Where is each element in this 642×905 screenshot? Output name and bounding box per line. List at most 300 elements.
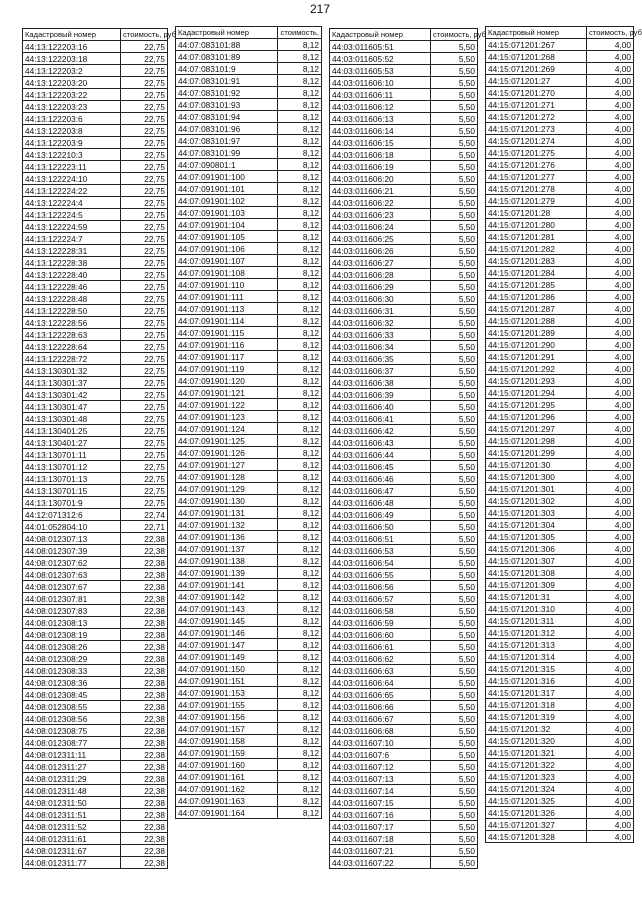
cost-cell: 4,00 (587, 351, 634, 363)
table-row (176, 315, 322, 327)
cost-cell: 8,12 (278, 75, 322, 87)
table-row (176, 783, 322, 795)
table-row (23, 797, 168, 809)
table-row (486, 423, 634, 435)
cost-cell: 22,75 (121, 473, 168, 485)
table-row (486, 435, 634, 447)
cadastral-number-cell: 44:03:011606:11 (330, 89, 431, 101)
cost-cell: 5,50 (431, 845, 478, 857)
cost-cell: 22,38 (121, 557, 168, 569)
table-row (330, 257, 478, 269)
cost-cell: 22,38 (121, 857, 168, 869)
cost-cell: 5,50 (431, 437, 478, 449)
table-row (176, 519, 322, 531)
cadastral-number-cell: 44:08:012307:13 (23, 533, 121, 545)
cost-cell: 4,00 (587, 747, 634, 759)
cadastral-number-cell: 44:07:091901:123 (176, 411, 278, 423)
cadastral-table-3 (329, 28, 486, 869)
table-row (330, 797, 478, 809)
table-row (486, 579, 634, 591)
cost-cell: 8,12 (278, 747, 322, 759)
cost-cell: 5,50 (431, 809, 478, 821)
cost-cell: 5,50 (431, 605, 478, 617)
cost-cell: 22,38 (121, 545, 168, 557)
cadastral-number-cell: 44:13:130401:27 (23, 437, 121, 449)
cadastral-number-cell: 44:15:071201:277 (486, 171, 587, 183)
cadastral-number-cell: 44:13:122203:16 (23, 41, 121, 53)
cost-cell: 22,75 (121, 113, 168, 125)
cost-cell: 22,75 (121, 101, 168, 113)
cadastral-number-cell: 44:15:071201:27 (486, 75, 587, 87)
cadastral-number-cell: 44:03:011606:22 (330, 197, 431, 209)
cadastral-number-cell: 44:07:091901:125 (176, 435, 278, 447)
cadastral-number-cell: 44:03:011606:37 (330, 365, 431, 377)
cadastral-number-cell: 44:03:011606:29 (330, 281, 431, 293)
table-row (23, 353, 168, 365)
table-row (176, 531, 322, 543)
cadastral-number-cell: 44:15:071201:311 (486, 615, 587, 627)
table-row (330, 677, 478, 689)
cost-cell: 8,12 (278, 771, 322, 783)
table-row (486, 735, 634, 747)
table-row (330, 89, 478, 101)
cost-cell: 22,75 (121, 497, 168, 509)
table-row (176, 255, 322, 267)
cost-cell: 22,75 (121, 233, 168, 245)
cadastral-number-cell: 44:15:071201:292 (486, 363, 587, 375)
cadastral-number-cell: 44:13:130701:9 (23, 497, 121, 509)
cost-cell: 4,00 (587, 759, 634, 771)
table-row (23, 53, 168, 65)
cadastral-table-2 (175, 26, 322, 819)
table-row (330, 41, 478, 53)
table-header-row (486, 27, 634, 39)
table-row (176, 591, 322, 603)
cost-cell: 8,12 (278, 87, 322, 99)
cadastral-number-cell: 44:07:091901:100 (176, 171, 278, 183)
cadastral-number-cell: 44:03:011606:20 (330, 173, 431, 185)
cadastral-number-cell: 44:15:071201:321 (486, 747, 587, 759)
cost-cell: 22,38 (121, 809, 168, 821)
cadastral-number-cell: 44:07:091901:126 (176, 447, 278, 459)
cadastral-number-cell: 44:08:012311:48 (23, 785, 121, 797)
cadastral-number-cell: 44:03:011606:51 (330, 533, 431, 545)
cost-cell: 8,12 (278, 231, 322, 243)
cadastral-number-cell: 44:07:091901:153 (176, 687, 278, 699)
cadastral-number-cell: 44:08:012308:19 (23, 629, 121, 641)
cadastral-number-cell: 44:13:122228:72 (23, 353, 121, 365)
cadastral-number-cell: 44:07:091901:149 (176, 651, 278, 663)
cadastral-number-cell: 44:13:122203:18 (23, 53, 121, 65)
cost-cell: 22,38 (121, 773, 168, 785)
table-row (330, 833, 478, 845)
cost-cell: 5,50 (431, 101, 478, 113)
table-row (486, 543, 634, 555)
cost-cell: 5,50 (431, 185, 478, 197)
cadastral-number-cell: 44:07:091901:137 (176, 543, 278, 555)
table-row (486, 291, 634, 303)
cadastral-number-cell: 44:07:091901:103 (176, 207, 278, 219)
cadastral-number-cell: 44:15:071201:328 (486, 831, 587, 843)
table-row (23, 305, 168, 317)
cost-cell: 4,00 (587, 87, 634, 99)
cadastral-number-cell: 44:07:083101:97 (176, 135, 278, 147)
cadastral-number-cell: 44:08:012307:83 (23, 605, 121, 617)
table-row (176, 747, 322, 759)
cadastral-number-cell: 44:03:011606:44 (330, 449, 431, 461)
cost-cell: 22,38 (121, 593, 168, 605)
cost-cell: 5,50 (431, 173, 478, 185)
table-row (176, 219, 322, 231)
cost-cell: 8,12 (278, 447, 322, 459)
cadastral-number-cell: 44:03:011606:46 (330, 473, 431, 485)
cadastral-number-cell: 44:07:091901:121 (176, 387, 278, 399)
cost-cell: 5,50 (431, 353, 478, 365)
cost-cell: 4,00 (587, 375, 634, 387)
cadastral-number-cell: 44:07:083101:88 (176, 39, 278, 51)
cost-cell: 22,38 (121, 725, 168, 737)
table-row (486, 411, 634, 423)
cadastral-number-cell: 44:07:083101:91 (176, 75, 278, 87)
cadastral-number-cell: 44:15:071201:270 (486, 87, 587, 99)
cost-cell: 5,50 (431, 677, 478, 689)
cadastral-number-cell: 44:07:091901:108 (176, 267, 278, 279)
table-row (486, 123, 634, 135)
table-row (176, 63, 322, 75)
cost-cell: 4,00 (587, 207, 634, 219)
table-row (23, 725, 168, 737)
cadastral-number-cell: 44:03:011606:56 (330, 581, 431, 593)
table-row (330, 485, 478, 497)
cadastral-number-cell: 44:15:071201:327 (486, 819, 587, 831)
cost-cell: 5,50 (431, 413, 478, 425)
cost-cell: 22,75 (121, 341, 168, 353)
table-row (486, 363, 634, 375)
table-row (330, 809, 478, 821)
cadastral-number-cell: 44:03:011606:54 (330, 557, 431, 569)
table-row (176, 663, 322, 675)
table-row (330, 473, 478, 485)
table-row (176, 135, 322, 147)
cost-cell: 8,12 (278, 63, 322, 75)
table-row (176, 411, 322, 423)
cost-cell: 8,12 (278, 183, 322, 195)
cadastral-number-cell: 44:15:071201:290 (486, 339, 587, 351)
cadastral-number-cell: 44:07:091901:159 (176, 747, 278, 759)
cost-cell: 8,12 (278, 579, 322, 591)
cadastral-number-cell: 44:15:071201:285 (486, 279, 587, 291)
cost-cell: 8,12 (278, 759, 322, 771)
table-row (330, 773, 478, 785)
cost-cell: 5,50 (431, 77, 478, 89)
table-row (23, 341, 168, 353)
table-row (330, 629, 478, 641)
table-row (486, 63, 634, 75)
cost-cell: 22,75 (121, 65, 168, 77)
table-row (486, 207, 634, 219)
table-row (330, 689, 478, 701)
cadastral-number-cell: 44:03:011606:67 (330, 713, 431, 725)
table-row (330, 65, 478, 77)
cadastral-number-cell: 44:13:130301:37 (23, 377, 121, 389)
cost-cell: 5,50 (431, 773, 478, 785)
table-row (176, 615, 322, 627)
page-number: 217 (309, 2, 331, 16)
cadastral-number-cell: 44:07:091901:120 (176, 375, 278, 387)
cadastral-number-cell: 44:15:071201:312 (486, 627, 587, 639)
cost-cell: 22,38 (121, 641, 168, 653)
column-header-cost: стоимость, (278, 27, 322, 39)
table-row (486, 51, 634, 63)
cost-cell: 22,38 (121, 569, 168, 581)
cost-cell: 22,75 (121, 221, 168, 233)
cadastral-number-cell: 44:15:071201:282 (486, 243, 587, 255)
cadastral-number-cell: 44:07:091901:106 (176, 243, 278, 255)
cadastral-number-cell: 44:03:011607:22 (330, 857, 431, 869)
table-row (486, 87, 634, 99)
cost-cell: 22,75 (121, 305, 168, 317)
cadastral-number-cell: 44:15:071201:286 (486, 291, 587, 303)
cadastral-number-cell: 44:13:130701:13 (23, 473, 121, 485)
table-row (330, 749, 478, 761)
table-row (176, 651, 322, 663)
table-row (176, 99, 322, 111)
table-row (330, 197, 478, 209)
cadastral-number-cell: 44:15:071201:278 (486, 183, 587, 195)
cadastral-number-cell: 44:03:011606:27 (330, 257, 431, 269)
cadastral-number-cell: 44:03:011607:17 (330, 821, 431, 833)
table-row (176, 759, 322, 771)
cadastral-number-cell: 44:15:071201:283 (486, 255, 587, 267)
cadastral-number-cell: 44:07:091901:150 (176, 663, 278, 675)
table-row (176, 627, 322, 639)
table-row (176, 795, 322, 807)
cost-cell: 22,75 (121, 377, 168, 389)
table-row (486, 759, 634, 771)
table-row (330, 137, 478, 149)
cost-cell: 5,50 (431, 197, 478, 209)
cost-cell: 8,12 (278, 639, 322, 651)
table-row (486, 147, 634, 159)
cadastral-number-cell: 44:15:071201:274 (486, 135, 587, 147)
table-row (176, 735, 322, 747)
cadastral-table-1 (22, 28, 176, 869)
cost-cell: 4,00 (587, 459, 634, 471)
cost-cell: 4,00 (587, 663, 634, 675)
cadastral-number-cell: 44:08:012311:29 (23, 773, 121, 785)
cost-cell: 8,12 (278, 603, 322, 615)
table-row (486, 447, 634, 459)
cost-cell: 8,12 (278, 351, 322, 363)
cadastral-number-cell: 44:03:011606:12 (330, 101, 431, 113)
column-header-cost: стоимость, руб (431, 29, 478, 41)
cost-cell: 5,50 (431, 857, 478, 869)
cost-cell: 5,50 (431, 137, 478, 149)
cadastral-number-cell: 44:03:011607:10 (330, 737, 431, 749)
table-row (330, 269, 478, 281)
cost-cell: 8,12 (278, 519, 322, 531)
table-row (486, 615, 634, 627)
cost-cell: 8,12 (278, 567, 322, 579)
cost-cell: 8,12 (278, 711, 322, 723)
table-row (23, 653, 168, 665)
cadastral-number-cell: 44:03:011607:16 (330, 809, 431, 821)
cost-cell: 22,38 (121, 605, 168, 617)
cadastral-number-cell: 44:03:011606:55 (330, 569, 431, 581)
cadastral-number-cell: 44:15:071201:307 (486, 555, 587, 567)
cadastral-number-cell: 44:15:071201:314 (486, 651, 587, 663)
cost-cell: 5,50 (431, 509, 478, 521)
cadastral-number-cell: 44:13:122228:50 (23, 305, 121, 317)
table-row (486, 495, 634, 507)
cadastral-number-cell: 44:13:130401:25 (23, 425, 121, 437)
cost-cell: 4,00 (587, 135, 634, 147)
cadastral-number-cell: 44:03:011606:18 (330, 149, 431, 161)
table-row (486, 135, 634, 147)
table-row (176, 159, 322, 171)
cost-cell: 22,38 (121, 749, 168, 761)
cadastral-number-cell: 44:03:011605:53 (330, 65, 431, 77)
cadastral-number-cell: 44:13:122224:7 (23, 233, 121, 245)
table-row (176, 603, 322, 615)
table-row (486, 255, 634, 267)
cadastral-number-cell: 44:03:011606:10 (330, 77, 431, 89)
cadastral-number-cell: 44:07:083101:89 (176, 51, 278, 63)
table-row (23, 785, 168, 797)
cost-cell: 8,12 (278, 51, 322, 63)
table-row (23, 773, 168, 785)
table-row (23, 461, 168, 473)
cadastral-number-cell: 44:03:011606:14 (330, 125, 431, 137)
cadastral-number-cell: 44:15:071201:302 (486, 495, 587, 507)
table-row (23, 425, 168, 437)
table-row (486, 687, 634, 699)
cost-cell: 4,00 (587, 423, 634, 435)
cadastral-number-cell: 44:13:122203:20 (23, 77, 121, 89)
cost-cell: 5,50 (431, 89, 478, 101)
table-row (330, 437, 478, 449)
cost-cell: 8,12 (278, 411, 322, 423)
cost-cell: 22,38 (121, 845, 168, 857)
cost-cell: 8,12 (278, 591, 322, 603)
table-row (23, 293, 168, 305)
table-row (486, 747, 634, 759)
cadastral-number-cell: 44:13:122203:2 (23, 65, 121, 77)
table-row (23, 137, 168, 149)
cadastral-number-cell: 44:15:071201:322 (486, 759, 587, 771)
table-row (176, 447, 322, 459)
table-row (176, 507, 322, 519)
table-row (486, 819, 634, 831)
cadastral-number-cell: 44:03:011606:19 (330, 161, 431, 173)
cadastral-number-cell: 44:07:091901:147 (176, 639, 278, 651)
cost-cell: 22,75 (121, 485, 168, 497)
table-row (23, 245, 168, 257)
table-row (23, 845, 168, 857)
table-row (23, 269, 168, 281)
cost-cell: 5,50 (431, 401, 478, 413)
cost-cell: 22,75 (121, 149, 168, 161)
table-row (330, 581, 478, 593)
cost-cell: 4,00 (587, 831, 634, 843)
cost-cell: 4,00 (587, 567, 634, 579)
table-row (486, 603, 634, 615)
table-row (330, 533, 478, 545)
cadastral-number-cell: 44:15:071201:305 (486, 531, 587, 543)
table-row (330, 653, 478, 665)
cost-cell: 8,12 (278, 255, 322, 267)
cost-cell: 4,00 (587, 819, 634, 831)
cost-cell: 4,00 (587, 255, 634, 267)
table-row (176, 459, 322, 471)
cost-cell: 5,50 (431, 461, 478, 473)
cost-cell: 5,50 (431, 209, 478, 221)
cost-cell: 22,75 (121, 437, 168, 449)
table-row (23, 161, 168, 173)
cost-cell: 22,38 (121, 533, 168, 545)
cost-cell: 8,12 (278, 207, 322, 219)
cost-cell: 4,00 (587, 399, 634, 411)
cost-cell: 8,12 (278, 651, 322, 663)
table-row (330, 53, 478, 65)
cost-cell: 4,00 (587, 39, 634, 51)
table-row (23, 185, 168, 197)
cadastral-number-cell: 44:13:122228:48 (23, 293, 121, 305)
cost-cell: 5,50 (431, 449, 478, 461)
cadastral-number-cell: 44:03:011606:60 (330, 629, 431, 641)
table-row (486, 195, 634, 207)
cadastral-number-cell: 44:07:091901:102 (176, 195, 278, 207)
cadastral-number-cell: 44:15:071201:280 (486, 219, 587, 231)
cadastral-number-cell: 44:13:122203:8 (23, 125, 121, 137)
cadastral-number-cell: 44:13:130301:47 (23, 401, 121, 413)
cadastral-number-cell: 44:07:091901:116 (176, 339, 278, 351)
table-row (330, 461, 478, 473)
cadastral-number-cell: 44:07:091901:124 (176, 423, 278, 435)
table-row (23, 689, 168, 701)
cadastral-number-cell: 44:03:011607:21 (330, 845, 431, 857)
table-row (330, 641, 478, 653)
cost-cell: 22,38 (121, 701, 168, 713)
cadastral-number-cell: 44:15:071201:320 (486, 735, 587, 747)
cadastral-number-cell: 44:15:071201:279 (486, 195, 587, 207)
table-row (486, 375, 634, 387)
cost-cell: 8,12 (278, 423, 322, 435)
cadastral-number-cell: 44:07:091901:164 (176, 807, 278, 819)
cadastral-number-cell: 44:07:091901:128 (176, 471, 278, 483)
cost-cell: 22,38 (121, 629, 168, 641)
table-row (330, 761, 478, 773)
cadastral-number-cell: 44:03:011606:34 (330, 341, 431, 353)
table-row (330, 593, 478, 605)
cadastral-number-cell: 44:08:012308:29 (23, 653, 121, 665)
cadastral-number-cell: 44:13:130701:15 (23, 485, 121, 497)
cadastral-number-cell: 44:13:130301:42 (23, 389, 121, 401)
table-row (23, 89, 168, 101)
cost-cell: 5,50 (431, 521, 478, 533)
cost-cell: 22,75 (121, 293, 168, 305)
cadastral-number-cell: 44:15:071201:313 (486, 639, 587, 651)
cadastral-number-cell: 44:03:011606:48 (330, 497, 431, 509)
cost-cell: 8,12 (278, 363, 322, 375)
cadastral-number-cell: 44:03:011606:24 (330, 221, 431, 233)
cadastral-table-4 (485, 26, 642, 843)
cost-cell: 8,12 (278, 99, 322, 111)
cadastral-number-cell: 44:03:011606:47 (330, 485, 431, 497)
table-row (176, 243, 322, 255)
table-header-row (176, 27, 322, 39)
cadastral-number-cell: 44:13:122224:10 (23, 173, 121, 185)
